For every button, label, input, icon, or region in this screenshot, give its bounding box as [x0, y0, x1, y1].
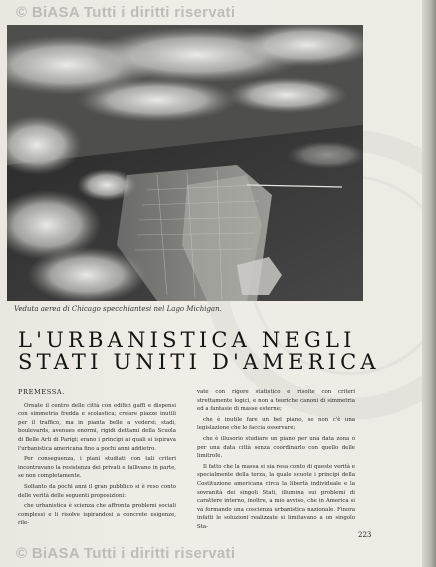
paragraph: che è illusorio studiare un piano per una data zona o per una data città senza coordinarlo con quello delle limitrofe.: [197, 435, 355, 460]
section-heading: PREMESSA.: [18, 388, 65, 396]
article-column-right: [197, 388, 355, 534]
page-number: 223: [358, 531, 372, 539]
paragraph: Il fatto che la massa si sia resa conto di queste verità e specialmente della terza, la quale scuote i principi della Costituzione americana circa la libertà individuale e la sovranità dei singoli Stati, illumina sui problemi di carattere interno, inoltre, a mio avviso, che in America si va formando una coscienza urbanistica nazionale. Finora infatti le soluzioni realizzate si limitavano a un singolo Sta-: [197, 463, 355, 530]
paragraph: Ornate il centro delle città con edifici gaffi e dispensi con simmetria fredda e scolastica; creare piazze inutili per il traffico, ma in pianta belle a vedersi; stadi, boulevards, avenues enormi, rigidi dettami della Scuola di Belle Arti di Parigi; erano i principi ai quali si ispirava l'urbanistica americana fino a pochi anni addietro.: [18, 402, 176, 452]
photo-caption: Veduta aerea di Chicago specchiantesi nel Lago Michigan.: [14, 305, 222, 313]
paragraph: vate con rigore statistico e risolte con criteri strettamente logici, e non a teoriche canoni di simmetria ed a fantasie di masse esterne;: [197, 389, 355, 413]
watermark-top: © BiASA Tutti i diritti riservati: [16, 4, 236, 21]
article-title-line-2: STATI UNITI D'AMERICA: [18, 350, 380, 374]
aerial-photo-chicago: [7, 25, 363, 301]
paragraph: Soltanto da pochi anni il gran pubblico si è reso conto delle verità delle seguenti proposizioni:: [18, 483, 176, 499]
watermark-bottom: © BiASA Tutti i diritti riservati: [16, 545, 236, 562]
paragraph: che è inutile fare un bel piano, se non c'è una legislazione che lo faccia osservare;: [197, 416, 355, 432]
article-title-line-1: L'URBANISTICA NEGLI: [18, 328, 356, 352]
paragraph: che urbanistica è scienza che affronta problemi sociali complessi e li risolve ispirandosi a concrete esigenze, rile-: [18, 503, 176, 527]
page-edge-shadow: [422, 0, 436, 567]
paragraph: Per conseguenza, i piani studiati con tali criteri incontravano la resistenza dei privati e fallivano in parte, se non completamente.: [18, 456, 176, 480]
article-column-left: [18, 388, 176, 530]
